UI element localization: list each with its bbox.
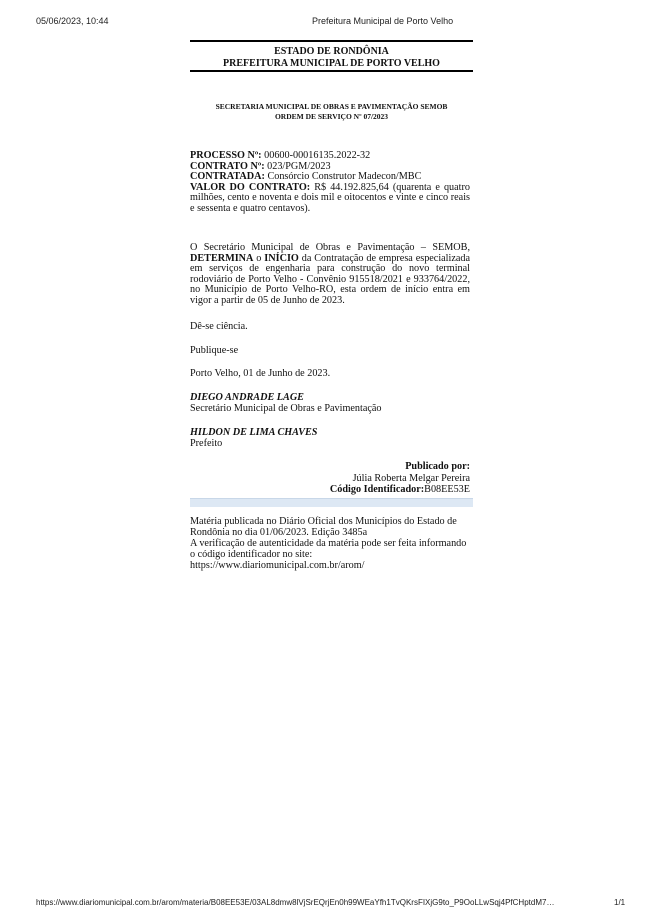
print-datetime: 05/06/2023, 10:44 <box>36 16 109 26</box>
body-part2: o <box>253 252 265 264</box>
code-label: Código Identificador: <box>329 484 425 495</box>
published-label: Publicado por: <box>405 461 470 472</box>
publique-se: Publique-se <box>190 345 239 356</box>
subheader-order-number: ORDEM DE SERVIÇO Nº 07/2023 <box>274 112 389 121</box>
contratada-label: CONTRATADA: <box>190 171 265 182</box>
body-part1: O Secretário Municipal de Obras e Pavimentação – SEMOB, <box>190 242 470 253</box>
valor-line <box>190 183 470 215</box>
signatory2-name: HILDON DE LIMA CHAVES <box>190 427 318 438</box>
body-determina: DETERMINA <box>190 252 254 264</box>
publication-note <box>190 516 470 571</box>
header-state: ESTADO DE RONDÔNIA <box>274 46 389 57</box>
signatory-secretary <box>190 393 470 414</box>
section-divider <box>190 498 473 507</box>
note-url[interactable]: https://www.diariomunicipal.com.br/arom/ <box>190 560 365 571</box>
header-prefecture: PREFEITURA MUNICIPAL DE PORTO VELHO <box>223 58 440 69</box>
de-se-ciencia: Dê-se ciência. <box>190 321 248 332</box>
published-name: Júlia Roberta Melgar Pereira <box>352 472 470 484</box>
contrato-value: 023/PGM/2023 <box>264 160 331 172</box>
contract-fields <box>190 151 470 214</box>
contratada-value: Consórcio Construtor Madecon/MBC <box>264 171 422 182</box>
published-by <box>190 461 470 496</box>
document-header <box>190 40 473 72</box>
print-footer <box>0 896 650 910</box>
code-value: B08EE53E <box>424 484 470 495</box>
print-page-number: 1/1 <box>614 898 626 907</box>
print-header <box>0 0 650 30</box>
valor-label: VALOR DO CONTRATO: <box>190 181 311 193</box>
signatory1-name: DIEGO ANDRADE LAGE <box>190 392 304 403</box>
valor-value: R$ 44.192.825,64 (quarenta e quatro milhões, cento e noventa e dois mil e oitocentos e vinte e cinco reais e sessenta e quatro centavos). <box>190 181 470 214</box>
signatory2-role: Prefeito <box>190 437 223 449</box>
subheader-secretariat: SECRETARIA MUNICIPAL DE OBRAS E PAVIMENTAÇÃO SEMOB <box>215 102 448 111</box>
body-paragraph <box>190 243 470 306</box>
signatory1-role: Secretário Municipal de Obras e Pavimentação <box>190 402 382 414</box>
contrato-label: CONTRATO Nº: <box>190 160 265 172</box>
note-line1: Matéria publicada no Diário Oficial dos Municípios do Estado de Rondônia no dia 01/06/2023. Edição 3485a <box>190 516 457 538</box>
note-line2: A verificação de autenticidade da matéria pode ser feita informando o código identificador no site: <box>190 538 467 560</box>
processo-label: PROCESSO Nº: <box>190 150 262 161</box>
body-part3: da Contratação de empresa especializada em serviços de engenharia para construção do novo terminal rodoviário de Porto Velho - Convênio 915518/2021 e 933764/2022, no Município de Porto Velho-RO, esta ordem de início entra em vigor a partir de 05 de Junho de 2023. <box>190 252 471 306</box>
document-subheader <box>190 102 473 122</box>
processo-value: 00600-00016135.2022-32 <box>261 150 371 161</box>
print-page-title: Prefeitura Municipal de Porto Velho <box>312 16 454 26</box>
body-inicio: INÍCIO <box>264 252 299 264</box>
date-line: Porto Velho, 01 de Junho de 2023. <box>190 368 331 379</box>
print-footer-url[interactable]: https://www.diariomunicipal.com.br/arom/materia/B08EE53E/03AL8dmw8lVjSrEQrjEn0h99WEaYfh1TvQKrsFIXjG9to_P9OoLLwSqj4PfCHptdM7… <box>36 898 555 907</box>
signatory-mayor <box>190 428 470 449</box>
